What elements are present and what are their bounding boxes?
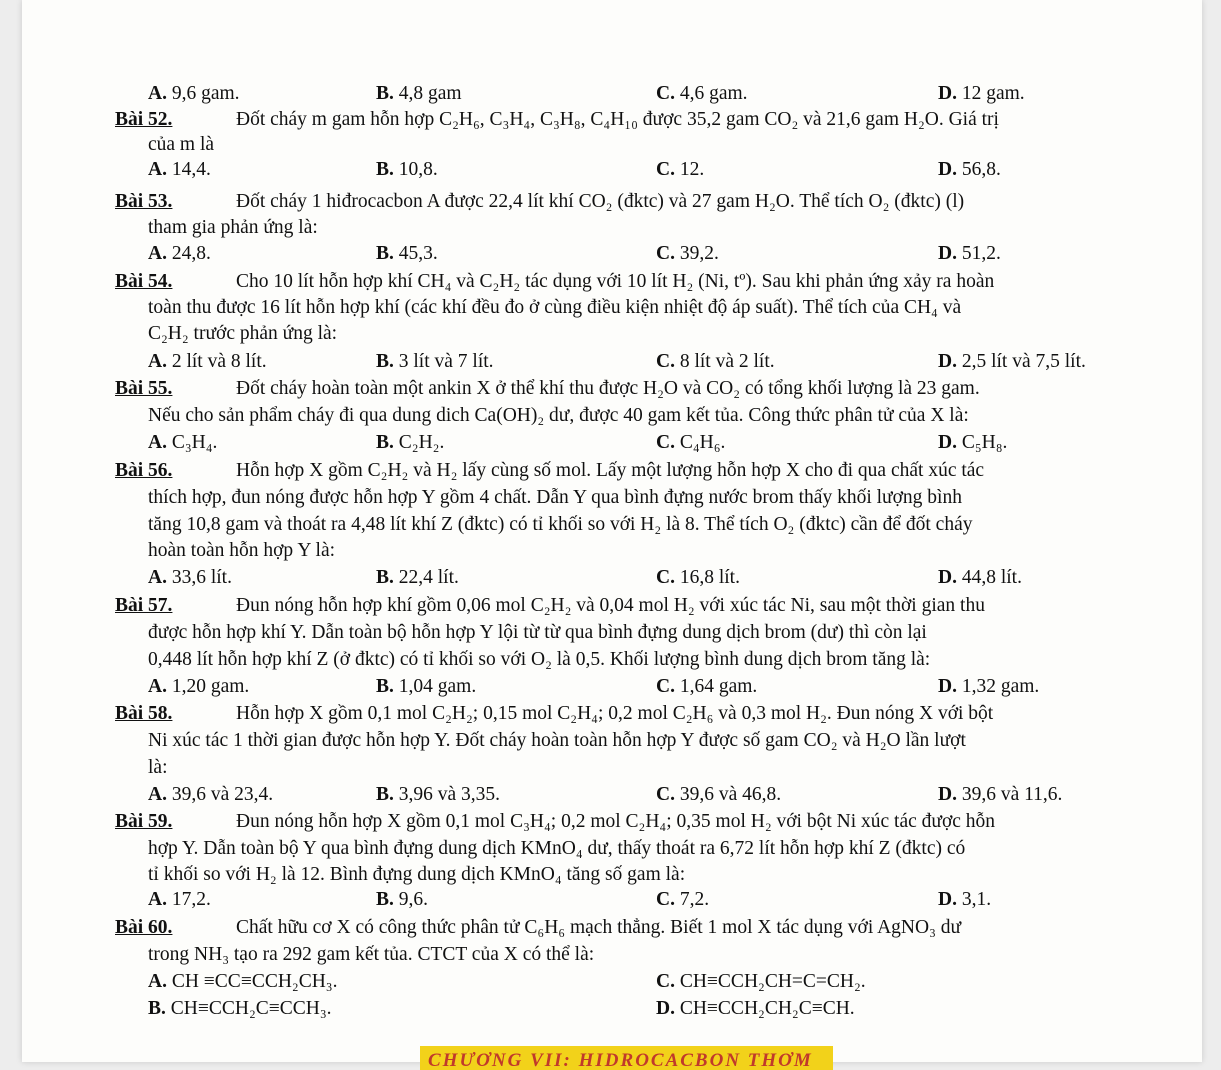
q57-label: Bài 57.	[115, 595, 173, 616]
q54-question: Bài 54. Cho 10 lít hỗn hợp khí CH₄ và C₂H₂ tác dụng với 10 lít H₂ (Ni, tº). Sau khi phản ứng xảy ra hoàn	[115, 271, 995, 292]
q58-option-a: A. 39,6 và 23,4.	[148, 784, 274, 805]
q56-question-line: tăng 10,8 gam và thoát ra 4,48 lít khí Z (đktc) có tỉ khối so với H₂ là 8. Thể tích O₂ (đktc) cần để đốt cháy	[148, 514, 973, 535]
q53-option-a: A. 24,8.	[148, 243, 211, 264]
q56-question-line: hoàn toàn hỗn hợp Y là:	[148, 540, 336, 561]
q58-option-b: B. 3,96 và 3,35.	[376, 784, 501, 805]
q56-label: Bài 56.	[115, 460, 173, 481]
q57-option-b: B. 1,04 gam.	[376, 676, 477, 697]
q56-option-c: C. 16,8 lít.	[656, 567, 740, 588]
q56-option-b: B. 22,4 lít.	[376, 567, 459, 588]
q55-question: Bài 55. Đốt cháy hoàn toàn một ankin X ở thể khí thu được H₂O và CO₂ có tổng khối lượng là 23 gam.	[115, 378, 980, 399]
q55-label: Bài 55.	[115, 378, 173, 399]
q59-option-d: D. 3,1.	[938, 889, 992, 910]
q52-option-d: D. 56,8.	[938, 159, 1001, 180]
q60-option-a: A. CH ≡CC≡CCH₂CH₃.	[148, 971, 338, 992]
q54-question-line: C₂H₂ trước phản ứng là:	[148, 323, 338, 344]
q52-option-b: B. 10,8.	[376, 159, 438, 180]
q59-option-c: C. 7,2.	[656, 889, 710, 910]
q53-option-c: C. 39,2.	[656, 243, 719, 264]
q54-option-a: A. 2 lít và 8 lít.	[148, 351, 267, 372]
q59-question-line: tỉ khối so với H₂ là 12. Bình đựng dung dịch KMnO₄ tăng số gam là:	[148, 864, 686, 885]
q53-question-line: tham gia phản ứng là:	[148, 217, 318, 238]
q53-option-d: D. 51,2.	[938, 243, 1001, 264]
q51-option-d: D. 12 gam.	[938, 83, 1025, 104]
chapter-banner: CHƯƠNG VII: HIDROCACBON THƠM	[420, 1046, 833, 1070]
q60-question-line: trong NH₃ tạo ra 292 gam kết tủa. CTCT của X có thể là:	[148, 944, 595, 965]
q57-option-a: A. 1,20 gam.	[148, 676, 250, 697]
q59-question: Bài 59. Đun nóng hỗn hợp X gồm 0,1 mol C₃H₄; 0,2 mol C₂H₄; 0,35 mol H₂ với bột Ni xúc tác được hỗn	[115, 811, 996, 832]
q54-label: Bài 54.	[115, 271, 173, 292]
q56-question: Bài 56. Hỗn hợp X gồm C₂H₂ và H₂ lấy cùng số mol. Lấy một lượng hỗn hợp X cho đi qua chất xúc tác	[115, 460, 985, 481]
q60-label: Bài 60.	[115, 917, 173, 938]
q55-option-b: B. C₂H₂.	[376, 432, 445, 453]
q51-option-c: C. 4,6 gam.	[656, 83, 748, 104]
q51-option-b: B. 4,8 gam	[376, 83, 462, 104]
q58-question-line: là:	[148, 757, 168, 778]
q58-option-c: C. 39,6 và 46,8.	[656, 784, 782, 805]
q58-question: Bài 58. Hỗn hợp X gồm 0,1 mol C₂H₂; 0,15 mol C₂H₄; 0,2 mol C₂H₆ và 0,3 mol H₂. Đun nóng X với bột	[115, 703, 994, 724]
q55-option-c: C. C₄H₆.	[656, 432, 726, 453]
q53-question: Bài 53. Đốt cháy 1 hiđrocacbon A được 22,4 lít khí CO₂ (đktc) và 27 gam H₂O. Thể tích O₂ (đktc) (l)	[115, 191, 965, 212]
q52-question-line: của m là	[148, 134, 215, 155]
q54-question-line: toàn thu được 16 lít hỗn hợp khí (các khí đều đo ở cùng điều kiện nhiệt độ áp suất). Thể tích của CH₄ và	[148, 297, 962, 318]
q60-option-c: C. CH≡CCH₂CH=C=CH₂.	[656, 971, 866, 992]
q59-option-a: A. 17,2.	[148, 889, 211, 910]
q57-question-line: 0,448 lít hỗn hợp khí Z (ở đktc) có tỉ khối so với O₂ là 0,5. Khối lượng bình dung dịch brom tăng là:	[148, 649, 931, 670]
q56-option-d: D. 44,8 lít.	[938, 567, 1022, 588]
q58-label: Bài 58.	[115, 703, 173, 724]
q60-question: Bài 60. Chất hữu cơ X có công thức phân tử C₆H₆ mạch thẳng. Biết 1 mol X tác dụng với AgNO₃ dư	[115, 917, 962, 938]
q52-label: Bài 52.	[115, 109, 173, 130]
q60-option-b: B. CH≡CCH₂C≡CCH₃.	[148, 998, 332, 1019]
q53-option-b: B. 45,3.	[376, 243, 438, 264]
q53-label: Bài 53.	[115, 191, 173, 212]
q60-option-d: D. CH≡CCH₂CH₂C≡CH.	[656, 998, 855, 1019]
q54-option-b: B. 3 lít và 7 lít.	[376, 351, 494, 372]
q57-question-line: được hỗn hợp khí Y. Dẫn toàn bộ hỗn hợp Y lội từ từ qua bình đựng dung dịch brom (dư) thì còn lại	[148, 622, 927, 643]
q58-option-d: D. 39,6 và 11,6.	[938, 784, 1063, 805]
q52-question: Bài 52. Đốt cháy m gam hỗn hợp C₂H₆, C₃H₄, C₃H₈, C₄H₁₀ được 35,2 gam CO₂ và 21,6 gam H₂O. Giá trị	[115, 109, 999, 130]
q54-option-d: D. 2,5 lít và 7,5 lít.	[938, 351, 1086, 372]
q59-label: Bài 59.	[115, 811, 173, 832]
q57-option-c: C. 1,64 gam.	[656, 676, 758, 697]
q57-question: Bài 57. Đun nóng hỗn hợp khí gồm 0,06 mol C₂H₂ và 0,04 mol H₂ với xúc tác Ni, sau một thời gian thu	[115, 595, 985, 616]
q57-option-d: D. 1,32 gam.	[938, 676, 1040, 697]
q55-option-d: D. C₅H₈.	[938, 432, 1008, 453]
q58-question-line: Ni xúc tác 1 thời gian được hỗn hợp Y. Đốt cháy hoàn toàn hỗn hợp Y được số gam CO₂ và H₂O lần lượt	[148, 730, 966, 751]
q52-option-c: C. 12.	[656, 159, 705, 180]
q51-option-a: A. 9,6 gam.	[148, 83, 240, 104]
q56-question-line: thích hợp, đun nóng được hỗn hợp Y gồm 4 chất. Dẫn Y qua bình đựng nước brom thấy khối lượng bình	[148, 487, 962, 508]
q59-question-line: hợp Y. Dẫn toàn bộ Y qua bình đựng dung dịch KMnO₄ dư, thấy thoát ra 6,72 lít hỗn hợp khí Z (đktc) có	[148, 838, 966, 859]
q59-option-b: B. 9,6.	[376, 889, 429, 910]
q56-option-a: A. 33,6 lít.	[148, 567, 232, 588]
q55-option-a: A. C₃H₄.	[148, 432, 218, 453]
q55-question-line: Nếu cho sản phẩm cháy đi qua dung dich Ca(OH)₂ dư, được 40 gam kết tủa. Công thức phân tử của X là:	[148, 405, 969, 426]
q54-option-c: C. 8 lít và 2 lít.	[656, 351, 775, 372]
q52-option-a: A. 14,4.	[148, 159, 211, 180]
